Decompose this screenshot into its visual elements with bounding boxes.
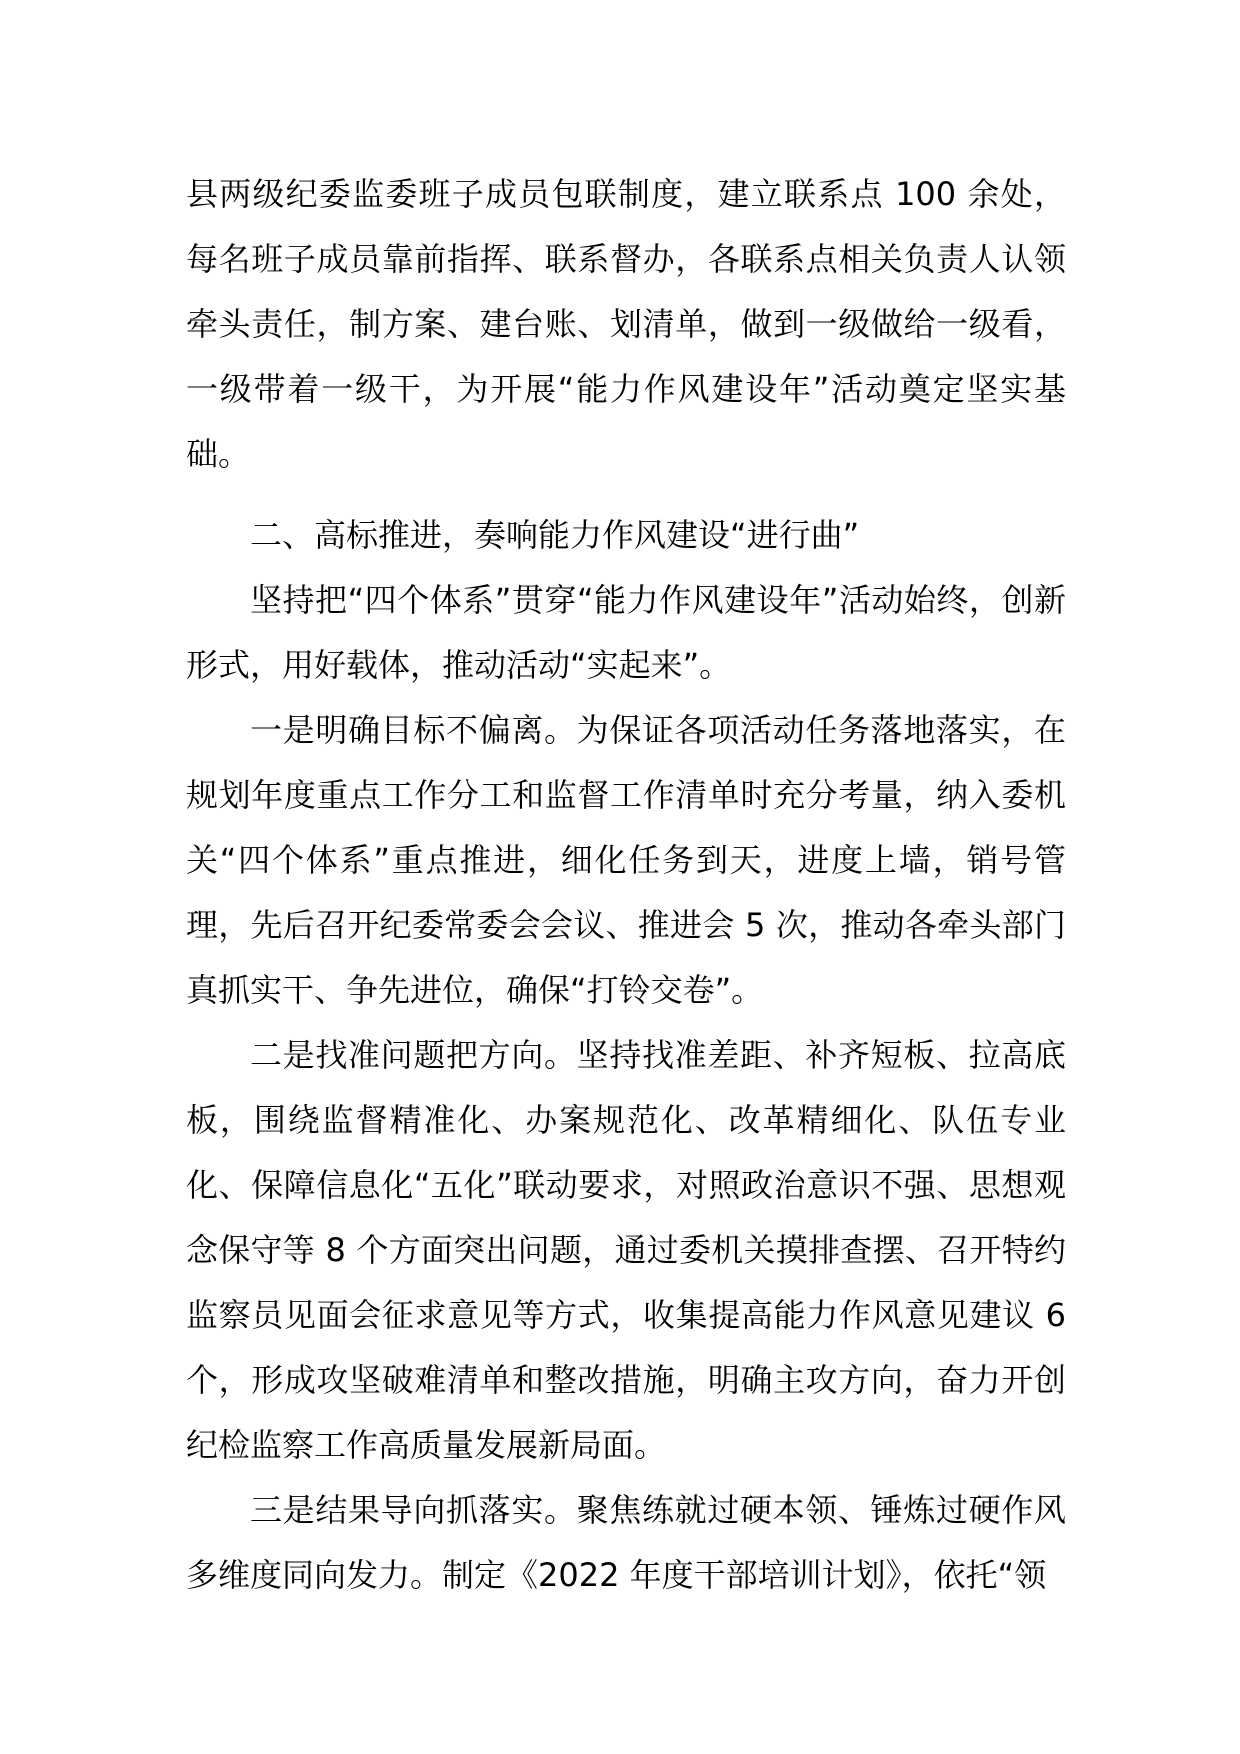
paragraph-item-two: 二是找准问题把方向。坚持找准差距、补齐短板、拉高底板，围绕监督精准化、办案规范化、改革精细化、队伍专业化、保障信息化“五化”联动要求，对照政治意识不强、思想观念保守等 8 个方面突出问题，通过委机关摸排查摆、召开特约监察员见面会征求意见等方式，收集提高能力作风意见建议 6 个，形成攻坚破难清单和整改措施，明确主攻方向，奋力开创纪检监察工作高质量发展新局面。 <box>186 1036 1077 1464</box>
paragraph-item-three: 三是结果导向抓落实。聚焦练就过硬本领、锤炼过硬作风多维度同向发力。制定《2022 年度干部培训计划》，依托“领 <box>186 1491 1066 1594</box>
paragraph-item-one: 一是明确目标不偏离。为保证各项活动任务落地落实，在规划年度重点工作分工和监督工作清单时充分考量，纳入委机关“四个体系”重点推进，细化任务到天，进度上墙，销号管理，先后召开纪委常委会会议、推进会 5 次，推动各牵头部门真抓实干、争先进位，确保“打铃交卷”。 <box>186 711 1066 1009</box>
paragraph-continuation: 县两级纪委监委班子成员包联制度，建立联系点 100 余处，每名班子成员靠前指挥、联系督办，各联系点相关负责人认领牵头责任，制方案、建台账、划清单，做到一级做给一级看，一级带着一级干，为开展“能力作风建设年”活动奠定坚实基础。 <box>186 175 1066 473</box>
section-heading-two: 二、高标推进，奏响能力作风建设“进行曲” <box>250 516 860 554</box>
document-body <box>186 162 1077 1608</box>
paragraph-intro: 坚持把“四个体系”贯穿“能力作风建设年”活动始终，创新形式，用好载体，推动活动“实起来”。 <box>186 581 1066 684</box>
